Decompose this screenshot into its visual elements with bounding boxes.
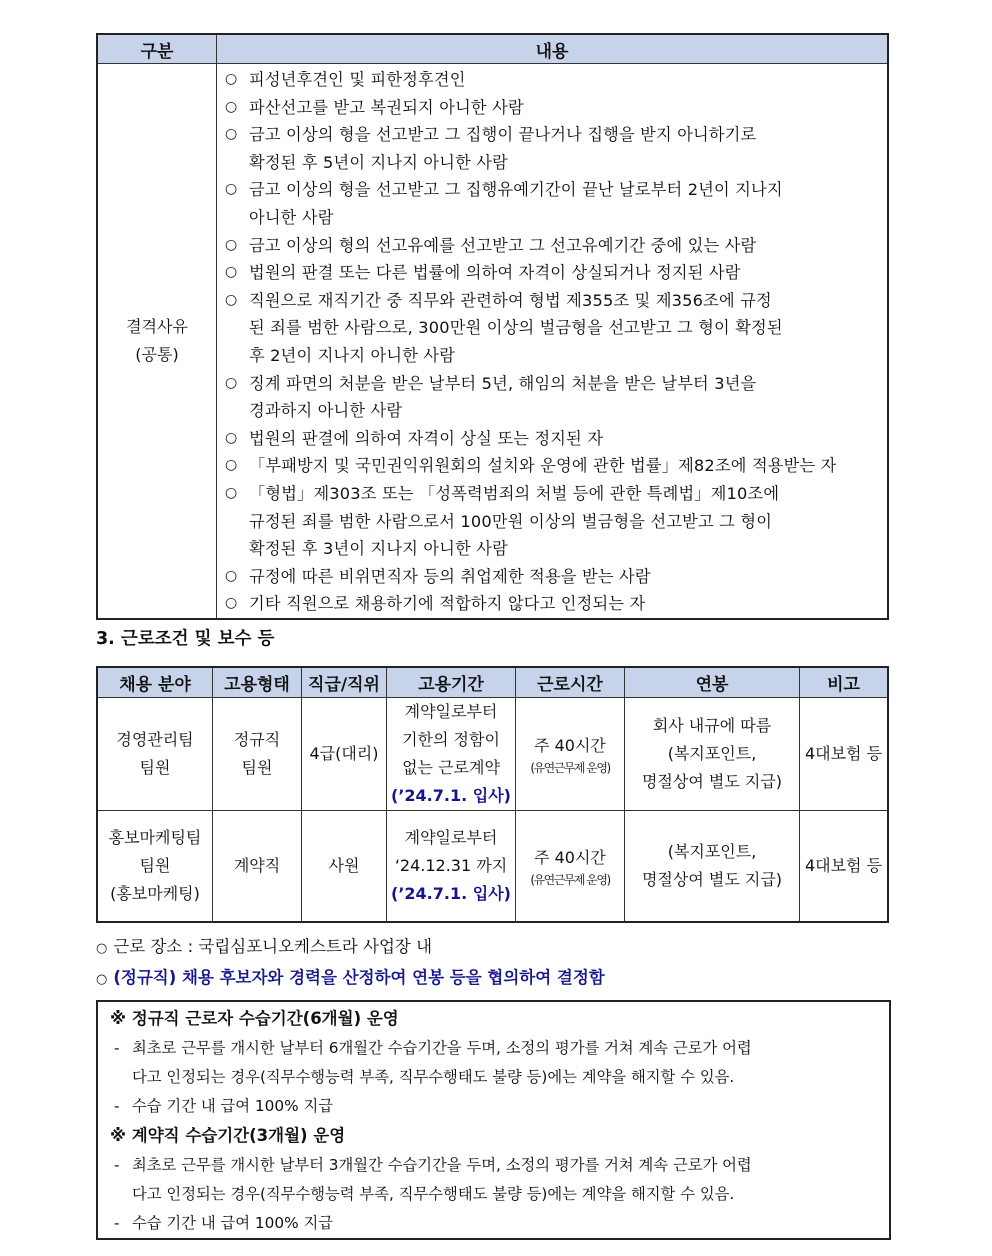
circle-bullet-icon: ○ bbox=[96, 941, 108, 956]
hours-cell bbox=[516, 811, 625, 922]
circle-bullet-icon: ○ bbox=[225, 98, 238, 115]
list-item bbox=[225, 94, 885, 122]
salary-cell bbox=[625, 698, 800, 811]
list-item bbox=[225, 176, 885, 231]
note-text: (정규직) 채용 후보자와 경력을 산정하여 연봉 등을 협의하여 결정함 bbox=[113, 968, 605, 987]
period-start: (’24.7.1. 입사) bbox=[391, 883, 511, 903]
remark-cell bbox=[800, 698, 889, 811]
type-value: 정규직 팀원 bbox=[233, 730, 281, 777]
field-value: 홍보마케팅팀 팀원 (홍보마케팅) bbox=[108, 827, 202, 903]
circle-bullet-icon: ○ bbox=[96, 972, 108, 987]
circle-bullet-icon: ○ bbox=[225, 567, 238, 584]
table-header-row bbox=[97, 34, 888, 64]
probation-text: 수습 기간 내 급여 100% 지급 bbox=[132, 1097, 334, 1115]
table-row bbox=[97, 698, 888, 811]
list-item-text: 기타 직원으로 채용하기에 적합하지 않다고 인정되는 자 bbox=[249, 594, 646, 614]
list-item-text: 금고 이상의 형의 선고유예를 선고받고 그 선고유예기간 중에 있는 사람 bbox=[249, 235, 757, 255]
remark-value: 4대보험 등 bbox=[804, 855, 883, 875]
dash-bullet: - bbox=[114, 1214, 120, 1232]
circle-bullet-icon: ○ bbox=[225, 484, 238, 501]
list-item bbox=[225, 480, 885, 563]
list-item-text: 규정에 따른 비위면직자 등의 취업제한 적용을 받는 사람 bbox=[249, 566, 651, 586]
probation-line bbox=[110, 1092, 889, 1121]
circle-bullet-icon: ○ bbox=[225, 181, 238, 198]
probation-text: 최초로 근무를 개시한 날부터 6개월간 수습기간을 두며, 소정의 평가를 거쳐 계속 근로가 어렵 다고 인정되는 경우(직무수행능력 부족, 직무수행태도 불량 등)에는 계약을 해지할 수 있음. bbox=[132, 1039, 752, 1086]
circle-bullet-icon: ○ bbox=[225, 374, 238, 391]
list-item-text: 「형법」제303조 또는 「성폭력범죄의 처벌 등에 관한 특례법」제10조에 규정된 죄를 범한 사람으로서 100만원 이상의 벌금형을 선고받고 그 형이 확정된 후 3년이 지나지 아니한 사람 bbox=[249, 483, 780, 559]
probation-text: 최초로 근무를 개시한 날부터 3개월간 수습기간을 두며, 소정의 평가를 거쳐 계속 근로가 어렵 다고 인정되는 경우(직무수행능력 부족, 직무수행태도 불량 등)에는 계약을 해지할 수 있음. bbox=[132, 1156, 752, 1203]
salary-value: 회사 내규에 따름 (복지포인트, 명절상여 별도 지급) bbox=[641, 716, 783, 791]
dash-bullet: - bbox=[114, 1156, 120, 1174]
circle-bullet-icon: ○ bbox=[225, 264, 238, 281]
list-item bbox=[225, 259, 885, 287]
conditions-table bbox=[96, 666, 889, 923]
list-item bbox=[225, 425, 885, 453]
probation-line bbox=[110, 1034, 889, 1092]
rank-cell bbox=[302, 698, 387, 811]
header-type: 고용형태 bbox=[213, 667, 302, 698]
field-cell bbox=[97, 698, 213, 811]
list-item-text: 금고 이상의 형을 선고받고 그 집행이 끝나거나 집행을 받지 아니하기로 확정된 후 5년이 지나지 아니한 사람 bbox=[249, 125, 757, 172]
hours-cell bbox=[516, 698, 625, 811]
rank-cell bbox=[302, 811, 387, 922]
list-item-text: 직원으로 재직기간 중 직무와 관련하여 형법 제355조 및 제356조에 규정 된 죄를 범한 사람으로, 300만원 이상의 벌금형을 선고받고 그 형이 확정된 후 2년이 지나지 아니한 사람 bbox=[249, 290, 783, 365]
field-value: 경영관리팀 팀원 bbox=[116, 730, 194, 777]
period-value: 계약일로부터 ‘24.12.31 까지 bbox=[394, 827, 508, 875]
circle-bullet-icon: ○ bbox=[225, 291, 238, 308]
list-item bbox=[225, 232, 885, 260]
hours-note: (유연근무제 운영) bbox=[530, 761, 610, 775]
circle-bullet-icon: ○ bbox=[225, 457, 238, 474]
dash-bullet: - bbox=[114, 1039, 120, 1057]
circle-bullet-icon: ○ bbox=[225, 126, 238, 143]
table-header-row bbox=[97, 667, 888, 698]
probation-line bbox=[110, 1151, 889, 1209]
dash-bullet: - bbox=[114, 1097, 120, 1115]
period-start: (’24.7.1. 입사) bbox=[391, 786, 511, 805]
list-item-text: 징계 파면의 처분을 받은 날부터 5년, 해임의 처분을 받은 날부터 3년을 경과하지 아니한 사람 bbox=[249, 373, 757, 421]
list-item-text: 법원의 판결에 의하여 자격이 상실 또는 정지된 자 bbox=[249, 428, 604, 448]
header-field: 채용 분야 bbox=[97, 667, 213, 698]
type-value: 계약직 bbox=[233, 855, 281, 875]
list-item bbox=[225, 590, 885, 618]
list-item bbox=[225, 66, 885, 94]
list-item bbox=[225, 370, 885, 425]
list-item bbox=[225, 287, 885, 370]
salary-value: (복지포인트, 명절상여 별도 지급) bbox=[641, 841, 783, 889]
probation-line bbox=[110, 1209, 889, 1238]
content-cell bbox=[217, 64, 889, 619]
type-cell bbox=[213, 811, 302, 922]
hours-note: (유연근무제 운영) bbox=[530, 872, 610, 887]
list-item-text: 법원의 판결 또는 다른 법률에 의하여 자격이 상실되거나 정지된 사람 bbox=[249, 263, 741, 283]
header-rank: 직급/직위 bbox=[302, 667, 387, 698]
header-content: 내용 bbox=[217, 34, 889, 64]
category-cell bbox=[97, 64, 217, 619]
period-value: 계약일로부터 기한의 정함이 없는 근로계약 bbox=[402, 702, 500, 777]
list-item bbox=[225, 121, 885, 176]
probation-heading-contract: ※ 계약직 수습기간(3개월) 운영 bbox=[110, 1126, 346, 1145]
probation-text: 수습 기간 내 급여 100% 지급 bbox=[132, 1214, 334, 1232]
header-remark: 비고 bbox=[800, 667, 889, 698]
probation-box bbox=[96, 1000, 891, 1240]
remark-cell bbox=[800, 811, 889, 922]
hours-value: 주 40시간 bbox=[534, 847, 606, 867]
circle-bullet-icon: ○ bbox=[225, 71, 238, 87]
hours-value: 주 40시간 bbox=[534, 736, 606, 755]
table-row bbox=[97, 811, 888, 922]
rank-value: 4급(대리) bbox=[309, 744, 379, 763]
salary-cell bbox=[625, 811, 800, 922]
header-category: 구분 bbox=[97, 34, 217, 64]
rank-value: 사원 bbox=[328, 855, 360, 875]
list-item bbox=[225, 563, 885, 591]
list-item-text: 피성년후견인 및 피한정후견인 bbox=[249, 70, 466, 89]
period-cell bbox=[387, 811, 516, 922]
header-salary: 연봉 bbox=[625, 667, 800, 698]
period-cell bbox=[387, 698, 516, 811]
section-title: 3. 근로조건 및 보수 등 bbox=[96, 629, 275, 649]
field-cell bbox=[97, 811, 213, 922]
category-label: 결격사유 (공통) bbox=[126, 316, 188, 364]
list-item bbox=[225, 452, 885, 480]
remark-value: 4대보험 등 bbox=[804, 744, 883, 763]
header-hours: 근로시간 bbox=[516, 667, 625, 698]
list-item-text: 파산선고를 받고 복권되지 아니한 사람 bbox=[249, 97, 524, 117]
header-period: 고용기간 bbox=[387, 667, 516, 698]
list-item-text: 「부패방지 및 국민권익위원회의 설치와 운영에 관한 법률」제82조에 적용받는 자 bbox=[249, 456, 837, 476]
disqualification-table bbox=[96, 33, 889, 620]
circle-bullet-icon: ○ bbox=[225, 595, 238, 612]
work-location-note bbox=[96, 933, 432, 963]
probation-heading-regular: ※ 정규직 근로자 수습기간(6개월) 운영 bbox=[110, 1009, 399, 1028]
type-cell bbox=[213, 698, 302, 811]
note-text: 근로 장소 : 국립심포니오케스트라 사업장 내 bbox=[113, 937, 433, 956]
disqualification-list bbox=[225, 66, 885, 618]
table-row bbox=[97, 64, 888, 619]
circle-bullet-icon: ○ bbox=[225, 429, 238, 446]
list-item-text: 금고 이상의 형을 선고받고 그 집행유예기간이 끝난 날로부터 2년이 지나지 아니한 사람 bbox=[249, 180, 783, 227]
salary-negotiation-note bbox=[96, 964, 605, 994]
circle-bullet-icon: ○ bbox=[225, 236, 238, 253]
